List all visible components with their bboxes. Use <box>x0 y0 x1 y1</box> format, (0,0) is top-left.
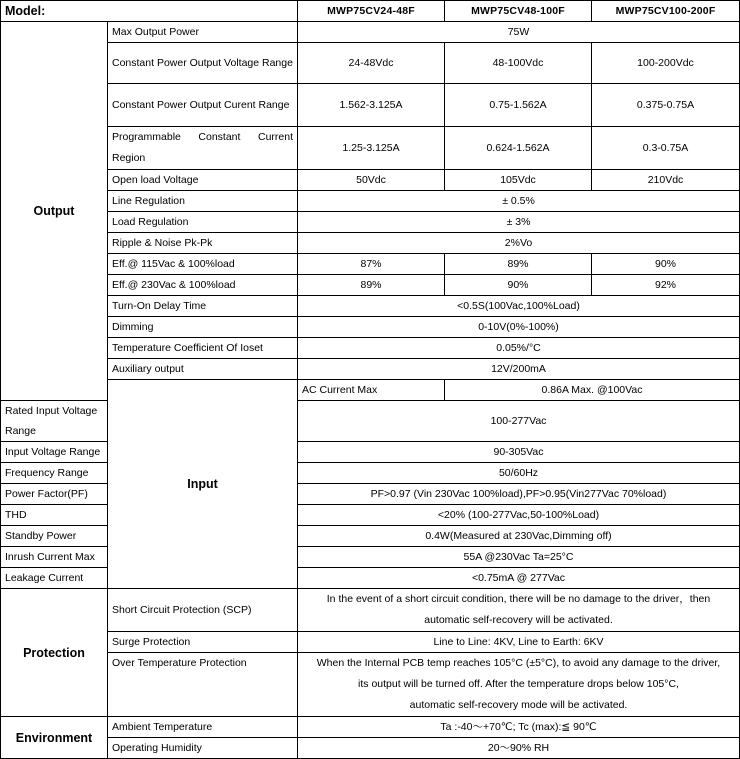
param-value: 1.562-3.125A <box>298 84 445 127</box>
param-value: 12V/200mA <box>298 359 740 380</box>
param-value: ± 0.5% <box>298 191 740 212</box>
param-value: 210Vdc <box>592 170 740 191</box>
param-label: Programmable Constant Current Region <box>108 127 298 170</box>
row-temp-coefficient <box>1 338 740 359</box>
param-value: 0.624-1.562A <box>445 127 592 170</box>
model-name-2: MWP75CV48-100F <box>445 1 592 22</box>
param-value: PF>0.97 (Vin 230Vac 100%load),PF>0.95(Vin277Vac 70%load) <box>298 484 740 505</box>
param-label: Over Temperature Protection <box>108 653 298 717</box>
row-cp-current <box>1 84 740 127</box>
param-value: 90% <box>592 254 740 275</box>
section-protection: Protection <box>1 589 108 717</box>
param-value: 0.375-0.75A <box>592 84 740 127</box>
param-value: 0-10V(0%-100%) <box>298 317 740 338</box>
param-value: 90% <box>445 275 592 296</box>
param-value: 1.25-3.125A <box>298 127 445 170</box>
param-label: Input Voltage Range <box>1 442 108 463</box>
row-surge-protection <box>1 632 740 653</box>
row-dimming <box>1 317 740 338</box>
param-label: Eff.@ 115Vac & 100%load <box>108 254 298 275</box>
param-label: Operating Humidity <box>108 738 298 759</box>
scp-text-line-2: automatic self-recovery will be activated. <box>424 614 613 626</box>
row-line-regulation <box>1 191 740 212</box>
row-load-regulation <box>1 212 740 233</box>
row-ripple-noise <box>1 233 740 254</box>
param-label: Eff.@ 230Vac & 100%load <box>108 275 298 296</box>
section-environment: Environment <box>1 717 108 759</box>
param-label: Frequency Range <box>1 463 108 484</box>
scp-text-line-1: In the event of a short circuit condition, there will be no damage to the driver，then <box>326 593 711 605</box>
param-value: 89% <box>445 254 592 275</box>
param-value: 0.4W(Measured at 230Vac,Dimming off) <box>298 526 740 547</box>
param-label: THD <box>1 505 108 526</box>
param-value: 75W <box>298 22 740 43</box>
param-label: Rated Input Voltage Range <box>1 401 108 442</box>
param-label: Open load Voltage <box>108 170 298 191</box>
row-ac-current <box>1 380 740 401</box>
param-value: 0.86A Max. @100Vac <box>445 380 740 401</box>
row-cp-voltage <box>1 43 740 84</box>
param-value: 89% <box>298 275 445 296</box>
param-value: Ta :-40～+70℃; Tc (max):≦ 90℃ <box>298 717 740 738</box>
row-open-load-voltage <box>1 170 740 191</box>
param-label: Max Output Power <box>108 22 298 43</box>
section-output: Output <box>1 22 108 401</box>
param-label: Dimming <box>108 317 298 338</box>
param-label: Auxiliary output <box>108 359 298 380</box>
param-value: 48-100Vdc <box>445 43 592 84</box>
otp-text-line-2: its output will be turned off. After the temperature drops below 105°C, <box>358 678 679 690</box>
param-label: Surge Protection <box>108 632 298 653</box>
param-value: 0.05%/°C <box>298 338 740 359</box>
param-label: Temperature Coefficient Of Ioset <box>108 338 298 359</box>
param-label: Ripple & Noise Pk-Pk <box>108 233 298 254</box>
param-value: 92% <box>592 275 740 296</box>
row-max-output-power <box>1 22 740 43</box>
param-value <box>298 589 740 632</box>
param-value: 105Vdc <box>445 170 592 191</box>
param-value: 100-277Vac <box>298 401 740 442</box>
otp-text-line-1: When the Internal PCB temp reaches 105°C (±5°C), to avoid any damage to the driver, <box>316 657 721 669</box>
row-turn-on-delay <box>1 296 740 317</box>
param-label: Ambient Temperature <box>108 717 298 738</box>
param-value: 2%Vo <box>298 233 740 254</box>
param-value: 20～90% RH <box>298 738 740 759</box>
param-value: 50/60Hz <box>298 463 740 484</box>
param-label: Inrush Current Max <box>1 547 108 568</box>
model-name-3: MWP75CV100-200F <box>592 1 740 22</box>
param-label: Power Factor(PF) <box>1 484 108 505</box>
param-value <box>298 653 740 717</box>
param-value: 24-48Vdc <box>298 43 445 84</box>
row-eff-230 <box>1 275 740 296</box>
param-value: 55A @230Vac Ta=25°C <box>298 547 740 568</box>
row-short-circuit-protection <box>1 589 740 632</box>
param-value: 100-200Vdc <box>592 43 740 84</box>
row-operating-humidity <box>1 738 740 759</box>
param-label: Short Circuit Protection (SCP) <box>108 589 298 632</box>
param-label: Turn-On Delay Time <box>108 296 298 317</box>
param-label: Standby Power <box>1 526 108 547</box>
param-value: <0.5S(100Vac,100%Load) <box>298 296 740 317</box>
param-label: Constant Power Output Curent Range <box>108 84 298 127</box>
model-header-row <box>1 1 740 22</box>
model-name-1: MWP75CV24-48F <box>298 1 445 22</box>
model-label: Model: <box>1 1 298 22</box>
row-auxiliary-output <box>1 359 740 380</box>
param-value: 87% <box>298 254 445 275</box>
param-value: Line to Line: 4KV, Line to Earth: 6KV <box>298 632 740 653</box>
row-over-temperature-protection <box>1 653 740 717</box>
row-eff-115 <box>1 254 740 275</box>
param-label: Line Regulation <box>108 191 298 212</box>
param-value: ± 3% <box>298 212 740 233</box>
param-label: Constant Power Output Voltage Range <box>108 43 298 84</box>
param-label: Leakage Current <box>1 568 108 589</box>
row-pcc-region <box>1 127 740 170</box>
section-input: Input <box>108 380 298 589</box>
otp-text-line-3: automatic self-recovery mode will be activated. <box>409 699 628 711</box>
param-value: <0.75mA @ 277Vac <box>298 568 740 589</box>
row-ambient-temperature <box>1 717 740 738</box>
param-value: 90-305Vac <box>298 442 740 463</box>
param-value: 50Vdc <box>298 170 445 191</box>
param-label: Load Regulation <box>108 212 298 233</box>
param-label: AC Current Max <box>298 380 445 401</box>
param-value: 0.75-1.562A <box>445 84 592 127</box>
param-value: 0.3-0.75A <box>592 127 740 170</box>
param-value: <20% (100-277Vac,50-100%Load) <box>298 505 740 526</box>
